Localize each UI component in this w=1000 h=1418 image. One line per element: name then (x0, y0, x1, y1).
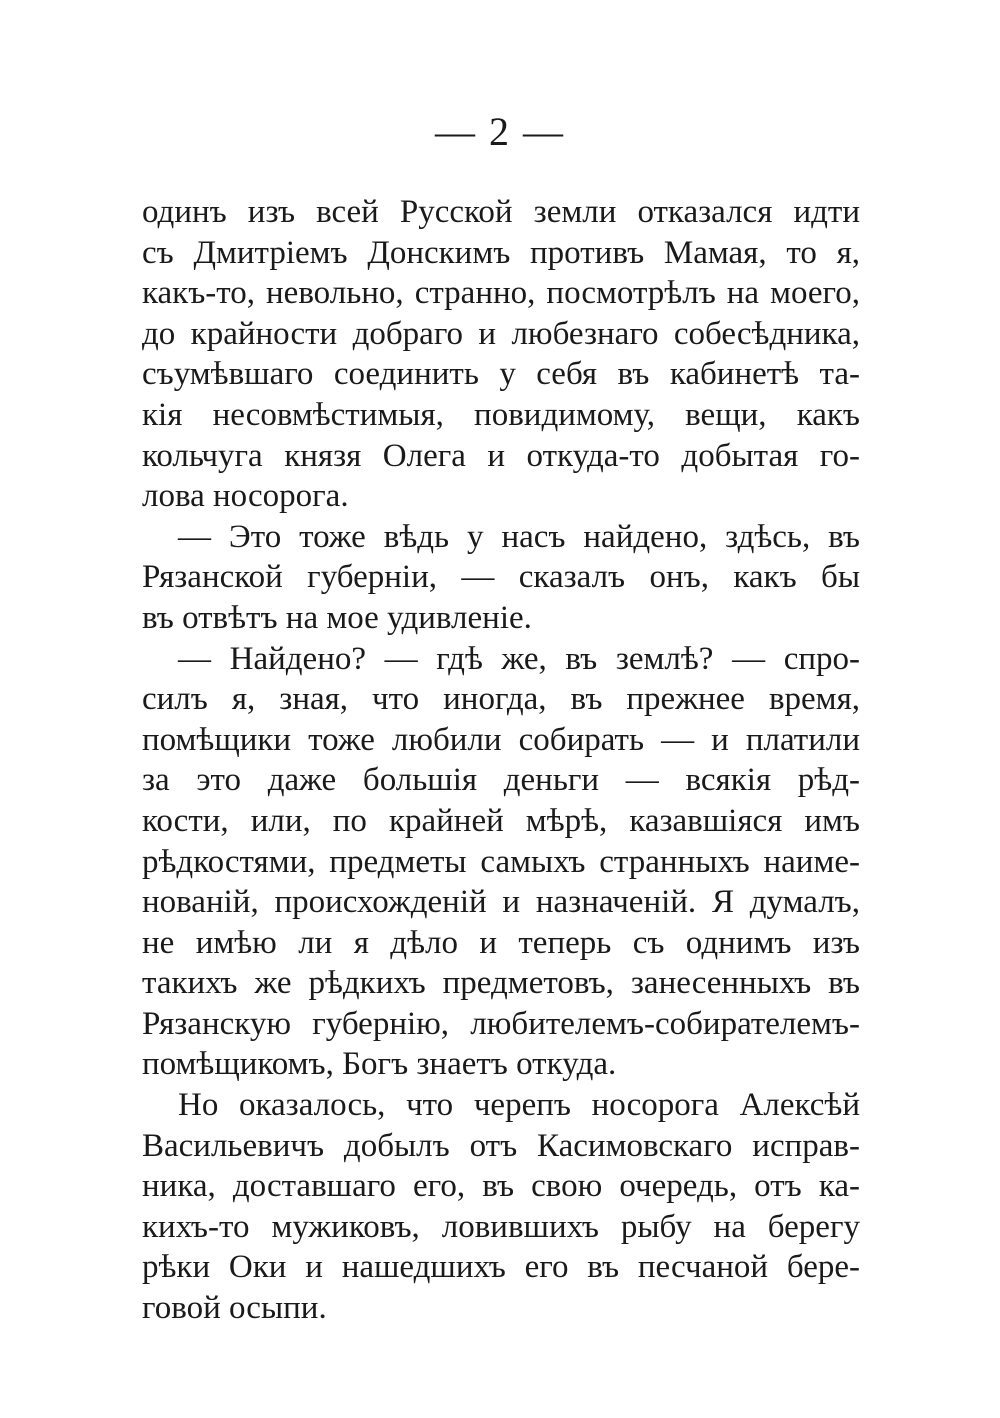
text-line: какъ-то, невольно, странно, посмотрѣлъ на моего, (142, 275, 860, 312)
text-line: рѣдкостями, предметы самыхъ странныхъ наиме- (142, 843, 860, 880)
text-line: кихъ-то мужиковъ, ловившихъ рыбу на берегу (142, 1208, 860, 1245)
text-line: съумѣвшаго соединить у себя въ кабинетѣ та- (142, 356, 860, 393)
text-line: Васильевичъ добылъ отъ Касимовскаго исправ- (142, 1127, 860, 1164)
text-body (142, 192, 860, 1329)
page-number: — 2 — (435, 109, 565, 154)
text-line: помѣщики тоже любили собирать — и платили (142, 721, 860, 758)
text-line: за это даже большія деньги — всякія рѣд- (142, 762, 860, 799)
text-line: нованій, происхожденій и назначеній. Я думалъ, (142, 884, 860, 921)
text-line: рѣки Оки и нашедшихъ его въ песчаной бере- (142, 1249, 860, 1286)
text-line: кольчуга князя Олега и откуда-то добытая го- (142, 437, 860, 474)
text-line: говой осыпи. (142, 1290, 327, 1327)
text-line: помѣщикомъ, Богъ знаетъ откуда. (142, 1046, 617, 1083)
text-line: лова носорога. (142, 478, 349, 515)
text-line: одинъ изъ всей Русской земли отказался идти (142, 194, 860, 230)
text-line: такихъ же рѣдкихъ предметовъ, занесенныхъ въ (142, 965, 860, 1002)
text-line: — Найдено? — гдѣ же, въ землѣ? — спро- (178, 640, 860, 677)
text-line: кости, или, по крайней мѣрѣ, казавшіяся имъ (142, 802, 860, 839)
text-line: Но оказалось, что черепъ носорога Алексѣй (178, 1087, 860, 1124)
text-line: Рязанскую губернію, любителемъ-собирателемъ- (142, 1005, 860, 1042)
text-line: не имѣю ли я дѣло и теперь съ однимъ изъ (142, 924, 860, 961)
text-line: кія несовмѣстимыя, повидимому, вещи, какъ (142, 396, 860, 433)
text-line: до крайности добраго и любезнаго собесѣдника, (142, 315, 860, 352)
text-line: Рязанской губерніи, — сказалъ онъ, какъ бы (142, 559, 860, 596)
text-line: съ Дмитріемъ Донскимъ противъ Мамая, то я, (142, 234, 860, 271)
text-line: ника, доставшаго его, въ свою очередь, отъ ка- (142, 1168, 860, 1205)
text-line: въ отвѣтъ на мое удивленіе. (142, 599, 532, 636)
text-line: силъ я, зная, что иногда, въ прежнее время, (142, 681, 860, 718)
text-line: — Это тоже вѣдь у насъ найдено, здѣсь, въ (178, 518, 860, 555)
